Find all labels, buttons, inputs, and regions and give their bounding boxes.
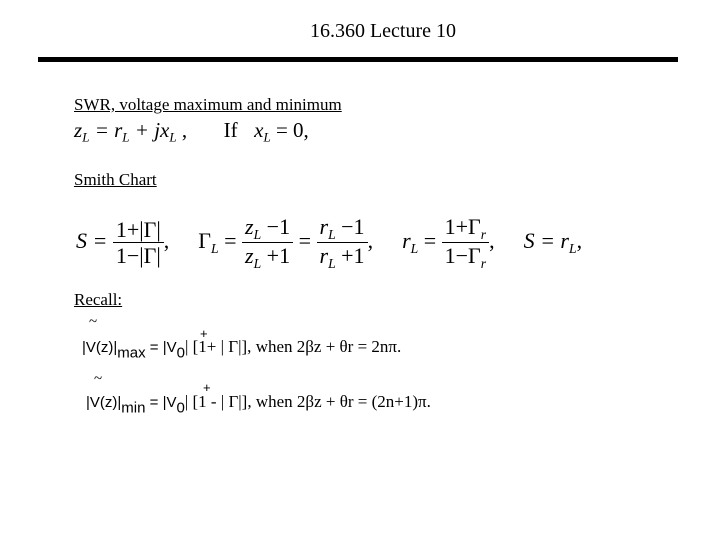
vmin-mid: = |V [145,394,177,411]
smith-chart-link[interactable]: Smith Chart [74,170,157,189]
rl-subscript: L [122,129,130,145]
comma-2: , [367,227,374,253]
if-word: If [223,118,238,142]
recall-heading[interactable]: Recall: [74,290,123,309]
plus-mark-min: + [203,380,211,395]
plus-mark-max: + [200,326,208,341]
equals-3: = [423,227,437,253]
v0-subscript-max: 0 [176,344,185,362]
s2-subscript: L [569,240,577,256]
gamma-fraction [442,214,489,272]
comma-4: , [576,227,583,253]
vmax-condition: when 2βz + θr = 2nπ. [255,337,402,356]
vmin-rhs: | [1 - | Γ|], [184,392,252,411]
z-numerator: $z_L -1$ [242,214,293,243]
vmax-subscript: max [117,344,146,362]
vmax-lhs: |V(z)| [82,339,118,356]
tilde-mark-max: ~ [89,314,98,330]
vmax-equation [82,337,401,361]
r-subscript: L [410,240,419,256]
comma: , [176,118,188,142]
s-fraction [113,217,164,269]
zl-subscript: L [82,129,90,145]
equals-rl: = r [89,118,123,142]
tilde-mark-min: ~ [94,371,103,387]
vmin-lhs: |V(z)| [86,394,122,411]
plus-jx: + jx [129,118,170,142]
impedance-equation [74,118,309,146]
vmin-subscript: min [121,399,146,417]
gamma-subscript: L [211,240,219,256]
r-symbol: r [402,227,411,253]
r-fraction [317,214,368,272]
s-denominator: 1−|Γ| [115,243,161,269]
swr-heading[interactable]: SWR, voltage maximum and minimum [74,95,342,114]
vmin-condition: when 2βz + θr = (2n+1)π. [255,392,431,411]
gamma-symbol: Γ [198,227,212,253]
vmax-rhs: | [1+ | Γ|], [184,337,252,356]
gamma-numerator: $1+\Gamma_r$ [442,214,489,243]
r-denominator: $r_L +1$ [319,243,365,272]
zl-symbol: z [74,118,83,142]
comma-1: , [163,227,170,253]
r-numerator: $r_L -1$ [317,214,368,243]
z-fraction [242,214,293,272]
header-rule [38,57,678,62]
comma-3: , [489,227,495,253]
equals-2: = [298,227,311,253]
gamma-denominator: $1-\Gamma_r$ [444,243,487,272]
xl-subscript: L [169,129,177,145]
page-title: 16.360 Lecture 10 [309,20,457,42]
equals-zero: = 0, [270,118,309,142]
vmin-equation [86,392,431,416]
x-symbol: x [254,118,264,142]
vmax-mid: = |V [145,339,177,356]
v0-subscript-min: 0 [176,399,185,417]
s-lhs: S = [76,227,108,253]
equals-1: = [224,227,237,253]
s-numerator: 1+|Γ| [113,217,164,243]
s-equals-rl: S = r [523,227,569,253]
smith-equations [76,214,582,272]
z-denominator: $z_L +1$ [245,243,291,272]
x-subscript: L [263,129,271,145]
